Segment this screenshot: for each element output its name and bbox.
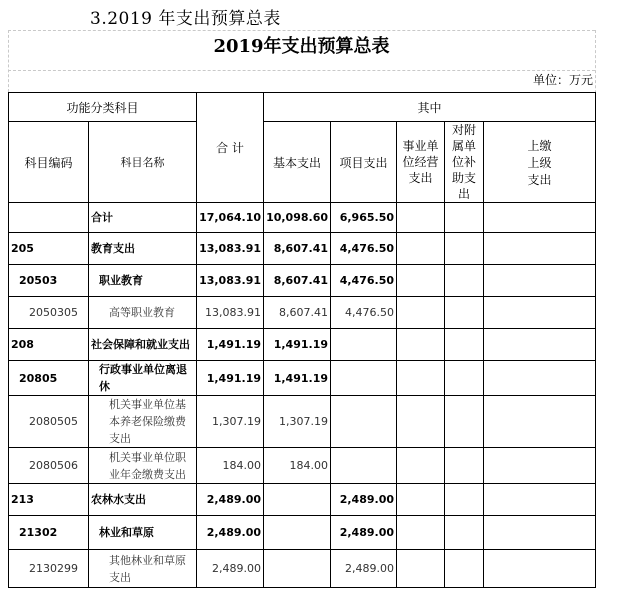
header-among: 其中	[264, 93, 596, 122]
cell-business	[397, 203, 445, 233]
cell-basic: 1,307.19	[264, 396, 331, 448]
cell-subsidy	[445, 233, 484, 265]
cell-upper	[484, 396, 596, 448]
cell-business	[397, 484, 445, 516]
cell-project: 4,476.50	[331, 265, 397, 297]
cell-total: 17,064.10	[197, 203, 264, 233]
table-row	[9, 297, 596, 329]
cell-subsidy	[445, 203, 484, 233]
cell-name: 林业和草原	[89, 516, 197, 550]
cell-business	[397, 396, 445, 448]
cell-name: 教育支出	[89, 233, 197, 265]
cell-upper	[484, 203, 596, 233]
table-row	[9, 448, 596, 484]
cell-code: 2080506	[9, 448, 89, 484]
cell-basic: 10,098.60	[264, 203, 331, 233]
cell-basic: 8,607.41	[264, 265, 331, 297]
table-body	[9, 203, 596, 588]
cell-name: 机关事业单位职业年金缴费支出	[89, 448, 197, 484]
cell-subsidy	[445, 448, 484, 484]
cell-basic	[264, 516, 331, 550]
table-row	[9, 361, 596, 396]
cell-name: 职业教育	[89, 265, 197, 297]
header-project: 项目支出	[331, 122, 397, 203]
header-subsidy: 对附属单位补助支出	[445, 122, 484, 203]
cell-project: 2,489.00	[331, 550, 397, 588]
cell-total: 13,083.91	[197, 297, 264, 329]
unit-label: 单位：万元	[532, 73, 593, 87]
cell-total: 13,083.91	[197, 233, 264, 265]
section-heading: 3.2019 年支出预算总表	[90, 9, 281, 29]
cell-name: 高等职业教育	[89, 297, 197, 329]
table-row	[9, 203, 596, 233]
cell-total: 1,491.19	[197, 361, 264, 396]
cell-upper	[484, 448, 596, 484]
cell-basic: 1,491.19	[264, 361, 331, 396]
cell-project	[331, 329, 397, 361]
cell-code: 21302	[9, 516, 89, 550]
table-row	[9, 233, 596, 265]
cell-basic	[264, 484, 331, 516]
cell-total: 2,489.00	[197, 550, 264, 588]
header-code: 科目编码	[9, 122, 89, 203]
cell-business	[397, 297, 445, 329]
cell-subsidy	[445, 265, 484, 297]
cell-code: 20805	[9, 361, 89, 396]
cell-code: 205	[9, 233, 89, 265]
cell-code	[9, 203, 89, 233]
sheet-gridline	[8, 30, 595, 31]
cell-basic: 8,607.41	[264, 233, 331, 265]
cell-basic	[264, 550, 331, 588]
cell-business	[397, 361, 445, 396]
cell-business	[397, 265, 445, 297]
cell-business	[397, 516, 445, 550]
header-name: 科目名称	[89, 122, 197, 203]
header-total: 合 计	[197, 93, 264, 203]
cell-upper	[484, 550, 596, 588]
table-row	[9, 516, 596, 550]
cell-subsidy	[445, 516, 484, 550]
table-row	[9, 396, 596, 448]
header-upper: 上缴上级支出	[484, 122, 596, 203]
table-row	[9, 265, 596, 297]
cell-upper	[484, 329, 596, 361]
table-row	[9, 329, 596, 361]
cell-project: 2,489.00	[331, 484, 397, 516]
cell-project: 4,476.50	[331, 233, 397, 265]
cell-name: 社会保障和就业支出	[89, 329, 197, 361]
cell-business	[397, 329, 445, 361]
cell-project: 6,965.50	[331, 203, 397, 233]
cell-subsidy	[445, 297, 484, 329]
cell-total: 2,489.00	[197, 484, 264, 516]
cell-project	[331, 361, 397, 396]
header-business: 事业单位经营支出	[397, 122, 445, 203]
cell-business	[397, 233, 445, 265]
cell-project: 4,476.50	[331, 297, 397, 329]
cell-code: 2050305	[9, 297, 89, 329]
cell-code: 2080505	[9, 396, 89, 448]
cell-business	[397, 448, 445, 484]
cell-name: 行政事业单位离退休	[89, 361, 197, 396]
cell-basic: 1,491.19	[264, 329, 331, 361]
budget-table	[8, 92, 596, 588]
cell-code: 20503	[9, 265, 89, 297]
header-basic: 基本支出	[264, 122, 331, 203]
cell-basic: 8,607.41	[264, 297, 331, 329]
cell-subsidy	[445, 550, 484, 588]
sheet-gridline	[8, 70, 595, 71]
cell-upper	[484, 265, 596, 297]
cell-project: 2,489.00	[331, 516, 397, 550]
cell-code: 213	[9, 484, 89, 516]
cell-basic: 184.00	[264, 448, 331, 484]
cell-upper	[484, 297, 596, 329]
cell-code: 2130299	[9, 550, 89, 588]
cell-subsidy	[445, 361, 484, 396]
cell-subsidy	[445, 329, 484, 361]
cell-code: 208	[9, 329, 89, 361]
table-row	[9, 484, 596, 516]
cell-upper	[484, 516, 596, 550]
cell-name: 农林水支出	[89, 484, 197, 516]
cell-subsidy	[445, 484, 484, 516]
cell-total: 184.00	[197, 448, 264, 484]
cell-name: 其他林业和草原支出	[89, 550, 197, 588]
cell-project	[331, 396, 397, 448]
table-title: 2019年支出预算总表	[213, 36, 390, 57]
cell-project	[331, 448, 397, 484]
cell-total: 2,489.00	[197, 516, 264, 550]
cell-total: 1,307.19	[197, 396, 264, 448]
cell-upper	[484, 484, 596, 516]
cell-total: 1,491.19	[197, 329, 264, 361]
header-category: 功能分类科目	[9, 93, 197, 122]
cell-total: 13,083.91	[197, 265, 264, 297]
cell-business	[397, 550, 445, 588]
cell-subsidy	[445, 396, 484, 448]
table-row	[9, 550, 596, 588]
cell-name: 合计	[89, 203, 197, 233]
cell-upper	[484, 361, 596, 396]
cell-name: 机关事业单位基本养老保险缴费支出	[89, 396, 197, 448]
cell-upper	[484, 233, 596, 265]
